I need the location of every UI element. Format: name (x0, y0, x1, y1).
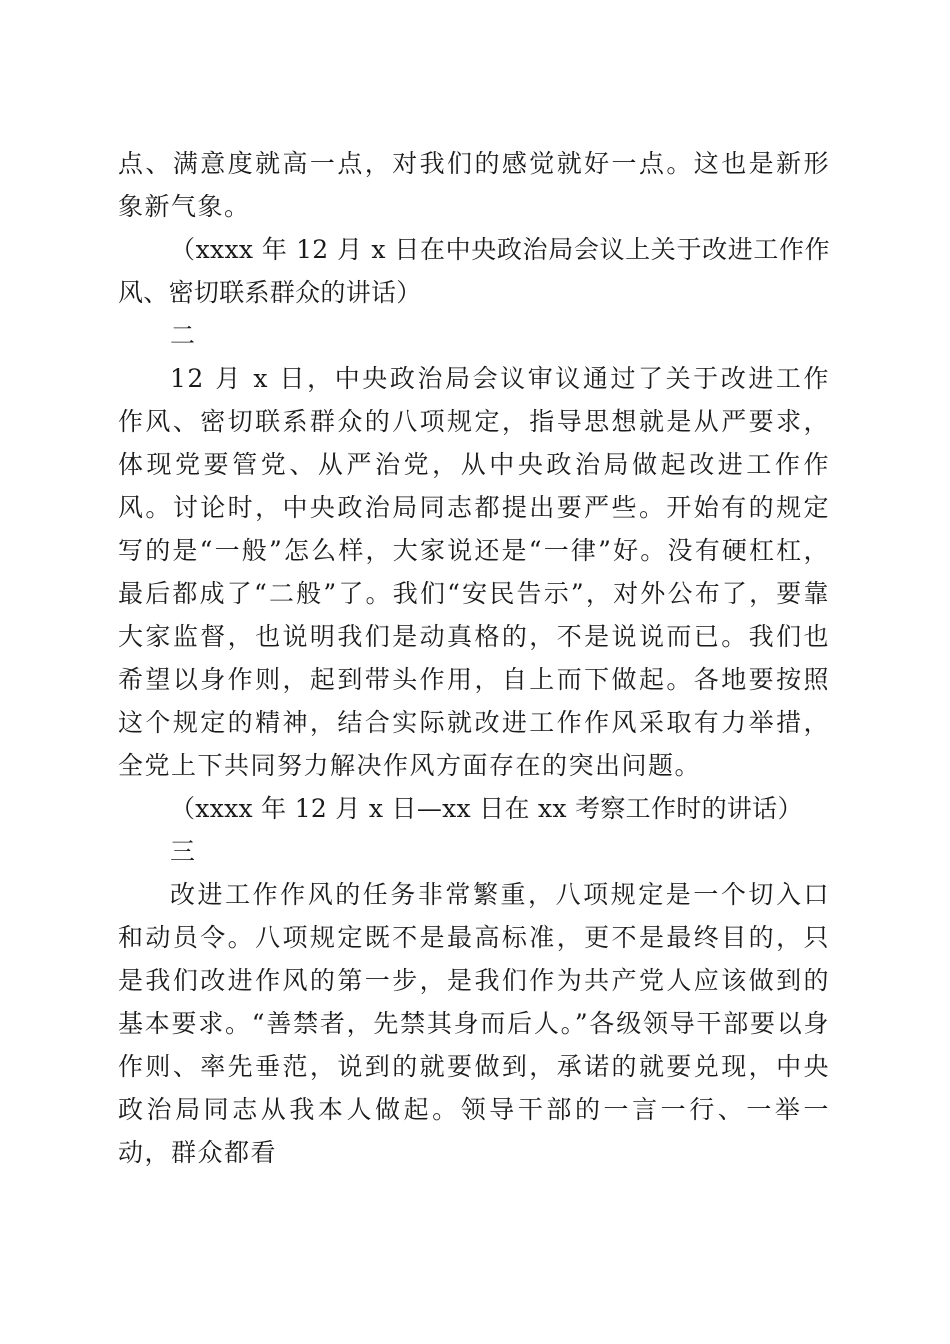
section-number-2: 二 (170, 321, 197, 350)
speech-source-note-2: （xxxx 年 12 月 x 日—xx 日在 xx 考察工作时的讲话） (170, 794, 803, 823)
speech-source-note-1: （xxxx 年 12 月 x 日在中央政治局会议上关于改进工作作风、密切联系群众的讲话） (118, 235, 830, 307)
document-body (118, 142, 830, 1174)
section-number-3: 三 (170, 837, 197, 866)
paragraph-continuation: 点、满意度就高一点，对我们的感觉就好一点。这也是新形象新气象。 (118, 149, 830, 221)
paragraph-section-2: 12 月 x 日，中央政治局会议审议通过了关于改进工作作风、密切联系群众的八项规定，指导思想就是从严要求，体现党要管党、从严治党，从中央政治局做起改进工作作风。讨论时，中央政治局同志都提出要严些。开始有的规定写的是“一般”怎么样，大家说还是“一律”好。没有硬杠杠，最后都成了“二般”了。我们“安民告示”，对外公布了，要靠大家监督，也说明我们是动真格的，不是说说而已。我们也希望以身作则，起到带头作用，自上而下做起。各地要按照这个规定的精神，结合实际就改进工作作风采取有力举措，全党上下共同努力解决作风方面存在的突出问题。 (118, 364, 830, 780)
paragraph-section-3: 改进工作作风的任务非常繁重，八项规定是一个切入口和动员令。八项规定既不是最高标准，更不是最终目的，只是我们改进作风的第一步，是我们作为共产党人应该做到的基本要求。“善禁者，先禁其身而后人。”各级领导干部要以身作则、率先垂范，说到的就要做到，承诺的就要兑现，中央政治局同志从我本人做起。领导干部的一言一行、一举一动，群众都看 (118, 880, 830, 1167)
